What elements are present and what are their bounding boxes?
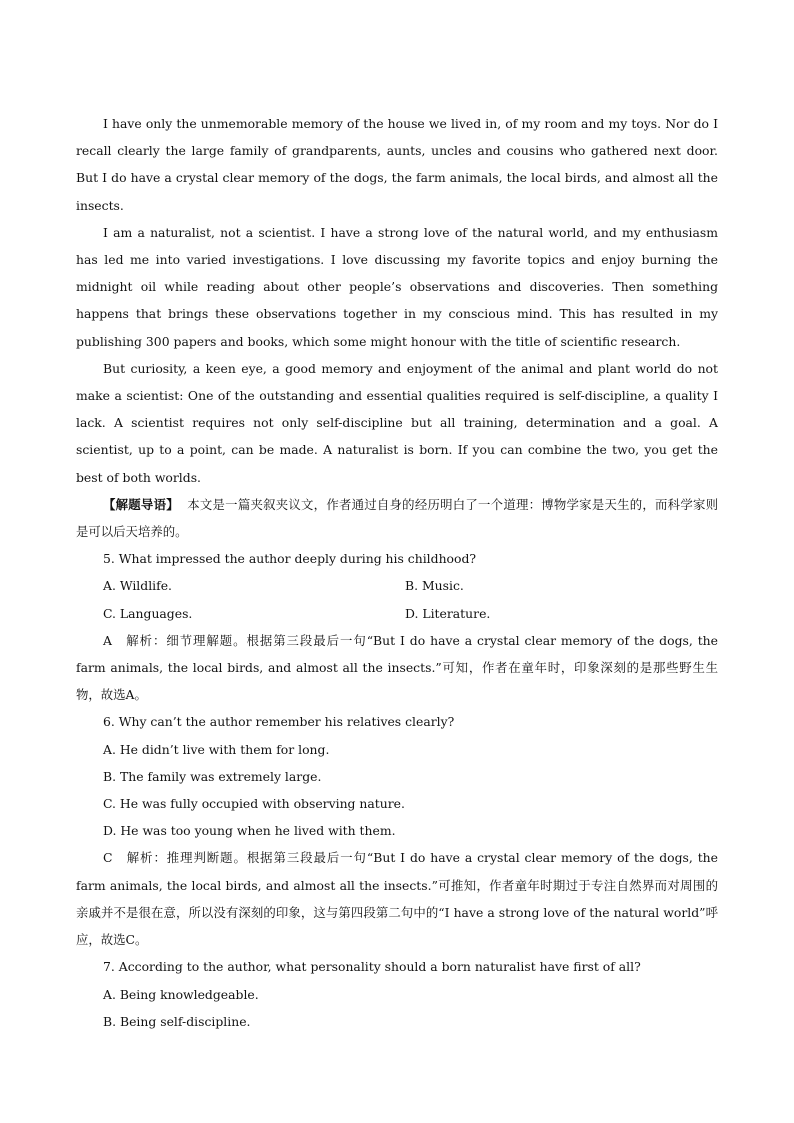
q5-option-c: C. Languages. <box>103 605 193 621</box>
q5-option-b: B. Music. <box>405 578 464 594</box>
guide-spacer <box>179 497 187 512</box>
q5-analysis: A 解析：细节理解题。根据第三段最后一句“But I do have a crystal clear memory of the dogs, the farm animals, the local birds, and almost all the insects.”可知，作者在童年时，印象深刻的是那些野生生物，故选A。 <box>76 632 718 703</box>
q5-option-a: A. Wildlife. <box>103 578 172 594</box>
q6-analysis: C 解析：推理判断题。根据第三段最后一句“But I do have a crystal clear memory of the dogs, the farm animals, the local birds, and almost all the insects.”可推知，作者童年时期过于专注自然界而对周围的亲戚并不是很在意，所以没有深刻的印象，这与第四段第二句中的“I have a strong love of the natural world”呼应，故选C。 <box>76 850 718 948</box>
passage-paragraph-2: I am a naturalist, not a scientist. I have a strong love of the natural world, and my enthusiasm has led me into varied investigations. I love discussing my favorite topics and enjoy burning the midnight oil while reading about other people’s observations and discoveries. Then something happens that brings these observations together in my conscious mind. This has resulted in my publishing 300 papers and books, which some might honour with the title of scientific research. <box>76 224 718 349</box>
passage-paragraph-1: I have only the unmemorable memory of the house we lived in, of my room and my toys. Nor do I recall clearly the large family of grandparents, aunts, uncles and cousins who gathered next door. But I do have a crystal clear memory of the dogs, the farm animals, the local birds, and almost all the insects. <box>76 116 718 213</box>
question-5: 5. What impressed the author deeply during his childhood? <box>103 551 477 567</box>
q6-option-b: B. The family was extremely large. <box>103 768 322 784</box>
q7-option-a: A. Being knowledgeable. <box>103 986 259 1002</box>
guide-text: 本文是一篇夹叙夹议文，作者通过自身的经历明白了一个道理：博物学家是天生的，而科学家则是可以后天培养的。 <box>76 496 718 540</box>
guide-label: 【解题导语】 <box>103 496 179 512</box>
q6-option-c: C. He was fully occupied with observing nature. <box>103 796 405 812</box>
question-6: 6. Why can’t the author remember his relatives clearly? <box>103 714 455 730</box>
passage-paragraph-3: But curiosity, a keen eye, a good memory and enjoyment of the animal and plant world do not make a scientist: One of the outstanding and essential qualities required is self-discipline, a quality I lack. A scientist requires not only self-discipline but all training, determination and a goal. A scientist, up to a point, can be made. A naturalist is born. If you can combine the two, you get the best of both worlds. <box>76 360 718 485</box>
q7-option-b: B. Being self-discipline. <box>103 1013 251 1029</box>
q5-option-d: D. Literature. <box>405 605 491 621</box>
guide-paragraph <box>76 491 718 545</box>
question-7: 7. According to the author, what personality should a born naturalist have first of all? <box>103 959 641 975</box>
q6-option-d: D. He was too young when he lived with them. <box>103 823 396 839</box>
q6-option-a: A. He didn’t live with them for long. <box>103 741 330 757</box>
question-5-options-row-2 <box>76 600 718 627</box>
document-page <box>76 110 718 1035</box>
question-5-options-row-1 <box>76 572 718 599</box>
